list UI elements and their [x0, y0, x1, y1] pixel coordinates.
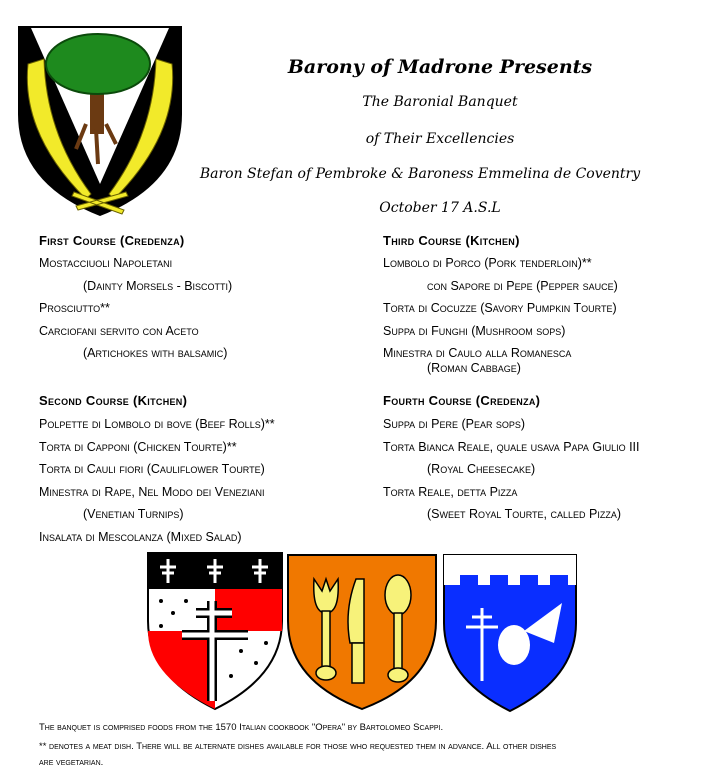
page-title: Barony of Madrone Presents: [287, 56, 593, 78]
menu-item: Carciofani servito con Aceto: [39, 324, 199, 338]
course-heading: First Course (Credenza): [39, 233, 185, 248]
footer-vegetarian-note: are vegetarian.: [39, 757, 104, 768]
menu-item: Prosciutto**: [39, 301, 110, 315]
menu-item: Torta di Capponi (Chicken Tourte)**: [39, 440, 237, 454]
menu-item: (Dainty Morsels - Biscotti): [83, 279, 233, 293]
menu-item: (Roman Cabbage): [427, 361, 521, 375]
menu-item: (Sweet Royal Tourte, called Pizza): [427, 507, 621, 521]
menu-item: Insalata di Mescolanza (Mixed Salad): [39, 530, 242, 544]
menu-item: (Artichokes with balsamic): [83, 346, 228, 360]
madrone-arms-shield: [16, 24, 184, 218]
kitchen-arms-shield: [286, 551, 438, 711]
menu-item: Torta Reale, detta Pizza: [383, 485, 518, 499]
menu-item: Torta di Cauli fiori (Cauliflower Tourte): [39, 462, 265, 476]
subtitle-hosts: Baron Stefan of Pembroke & Baroness Emmelina de Coventry: [199, 166, 641, 182]
event-date: October 17 A.S.L: [379, 200, 501, 216]
menu-item: Mostacciuoli Napoletani: [39, 256, 173, 270]
menu-item: Minestra di Caulo alla Romanesca: [383, 346, 572, 360]
baron-arms-shield: [146, 551, 284, 711]
subtitle-banquet: The Baronial Banquet: [362, 94, 518, 110]
course-heading: Third Course (Kitchen): [383, 233, 520, 248]
course-heading: Second Course (Kitchen): [39, 393, 188, 408]
baroness-arms-shield: [442, 553, 578, 713]
menu-item: Suppa di Pere (Pear sops): [383, 417, 526, 431]
menu-item: Lombolo di Porco (Pork tenderloin)**: [383, 256, 592, 270]
menu-item: (Royal Cheesecake): [427, 462, 536, 476]
footer-meat-note: ** denotes a meat dish. There will be alternate dishes available for those who requested them in advance. All other dishes: [39, 741, 557, 752]
subtitle-excellencies: of Their Excellencies: [365, 131, 515, 147]
menu-item: Suppa di Funghi (Mushroom sops): [383, 324, 566, 338]
menu-item: (Venetian Turnips): [83, 507, 184, 521]
menu-item: Torta Bianca Reale, quale usava Papa Giulio III: [383, 440, 640, 454]
menu-item: Minestra di Rape, Nel Modo dei Veneziani: [39, 485, 265, 499]
menu-item: con Sapore di Pepe (Pepper sauce): [427, 279, 618, 293]
course-heading: Fourth Course (Credenza): [383, 393, 541, 408]
menu-item: Polpette di Lombolo di bove (Beef Rolls)**: [39, 417, 275, 431]
footer-source-note: The banquet is comprised foods from the 1570 Italian cookbook "Opera" by Bartolomeo Scappi.: [39, 722, 444, 733]
menu-item: Torta di Cocuzze (Savory Pumpkin Tourte): [383, 301, 617, 315]
